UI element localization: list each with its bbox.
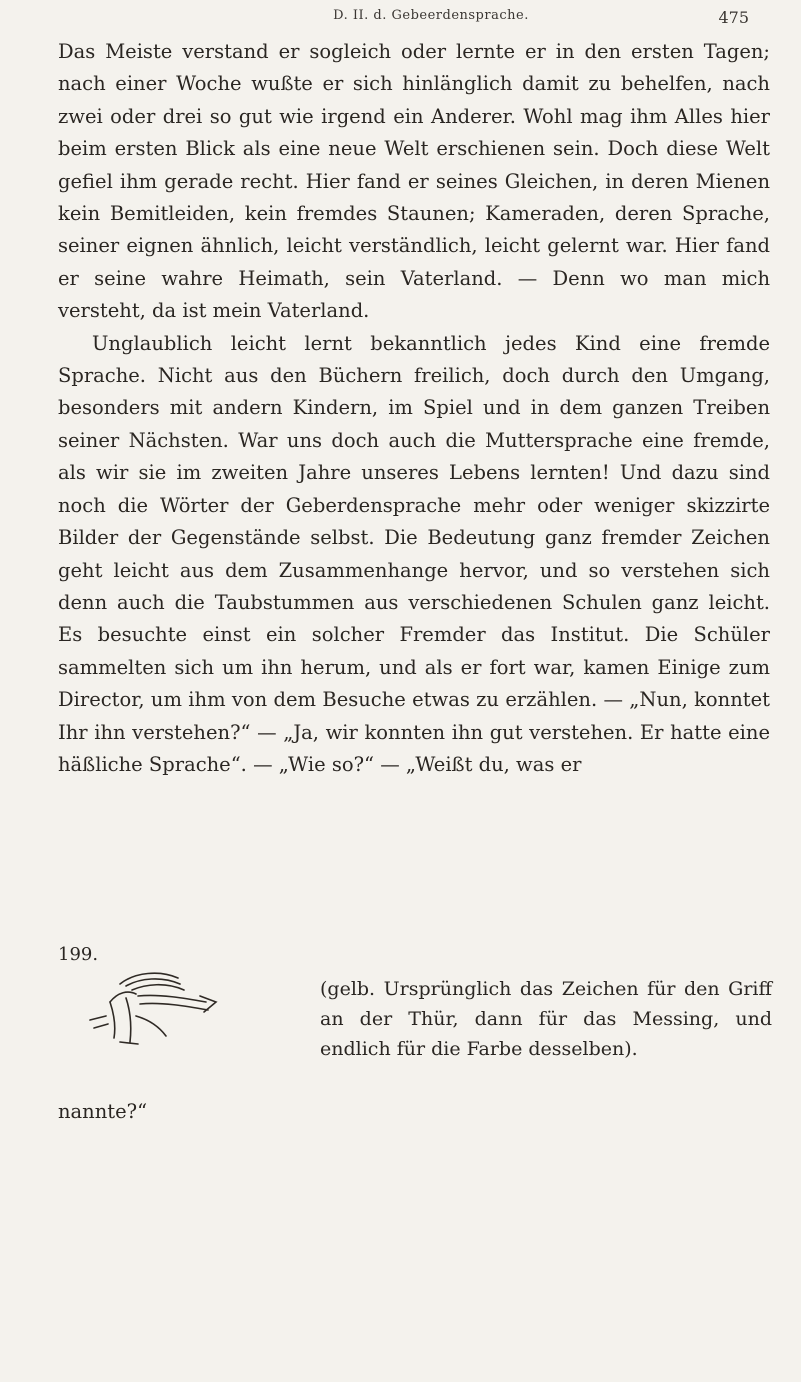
body-text <box>58 36 770 781</box>
figure-caption: (gelb. Ursprünglich das Zeichen für den Griff an der Thür, dann für das Messing, und endlich für die Farbe desselben). <box>320 978 772 1060</box>
page-number: 475 <box>718 8 749 27</box>
continuation-text: nannte?“ <box>58 1100 148 1123</box>
paragraph: Unglaublich leicht lernt bekanntlich jedes Kind eine fremde Sprache. Nicht aus den Büchern freilich, doch durch den Umgang, besonders mit andern Kindern, im Spiel und in dem ganzen Treiben seiner Nächsten. War uns doch auch die Muttersprache eine fremde, als wir sie im zweiten Jahre unseres Lebens lernten! Und dazu sind noch die Wörter der Geberdensprache mehr oder weniger skizzirte Bilder der Gegenstände selbst. Die Bedeutung ganz fremder Zeichen geht leicht aus dem Zusammenhange hervor, und so verstehen sich denn auch die Taubstummen aus verschiedenen Schulen ganz leicht. Es besuchte einst ein solcher Fremder das Institut. Die Schüler sammelten sich um ihn herum, und als er fort war, kamen Einige zum Director, um ihm von dem Besuche etwas zu erzählen. — „Nun, konntet Ihr ihn verstehen?“ — „Ja, wir konnten ihn gut verstehen. Er hatte eine häßliche Sprache“. — „Wie so?“ — „Weißt du, was er <box>58 331 770 776</box>
running-title: D. II. d. Gebeerdensprache. <box>333 8 529 23</box>
gesture-sign-drawing-icon <box>80 972 320 1052</box>
running-head <box>0 8 801 32</box>
figure-number: 199. <box>58 944 99 965</box>
figure <box>58 944 770 1094</box>
paragraph: Das Meiste verstand er sogleich oder lernte er in den ersten Tagen; nach einer Woche wußte er sich hinlänglich damit zu behelfen, nach zwei oder drei so gut wie irgend ein Anderer. Wohl mag ihm Alles hier beim ersten Blick als eine neue Welt erschienen sein. Doch diese Welt gefiel ihm gerade recht. Hier fand er seines Gleichen, in deren Mienen kein Bemitleiden, kein fremdes Staunen; Kameraden, deren Sprache, seiner eignen ähnlich, leicht verständlich, leicht gelernt war. Hier fand er seine wahre Heimath, sein Vaterland. — Denn wo man mich versteht, da ist mein Vaterland. <box>58 40 770 323</box>
